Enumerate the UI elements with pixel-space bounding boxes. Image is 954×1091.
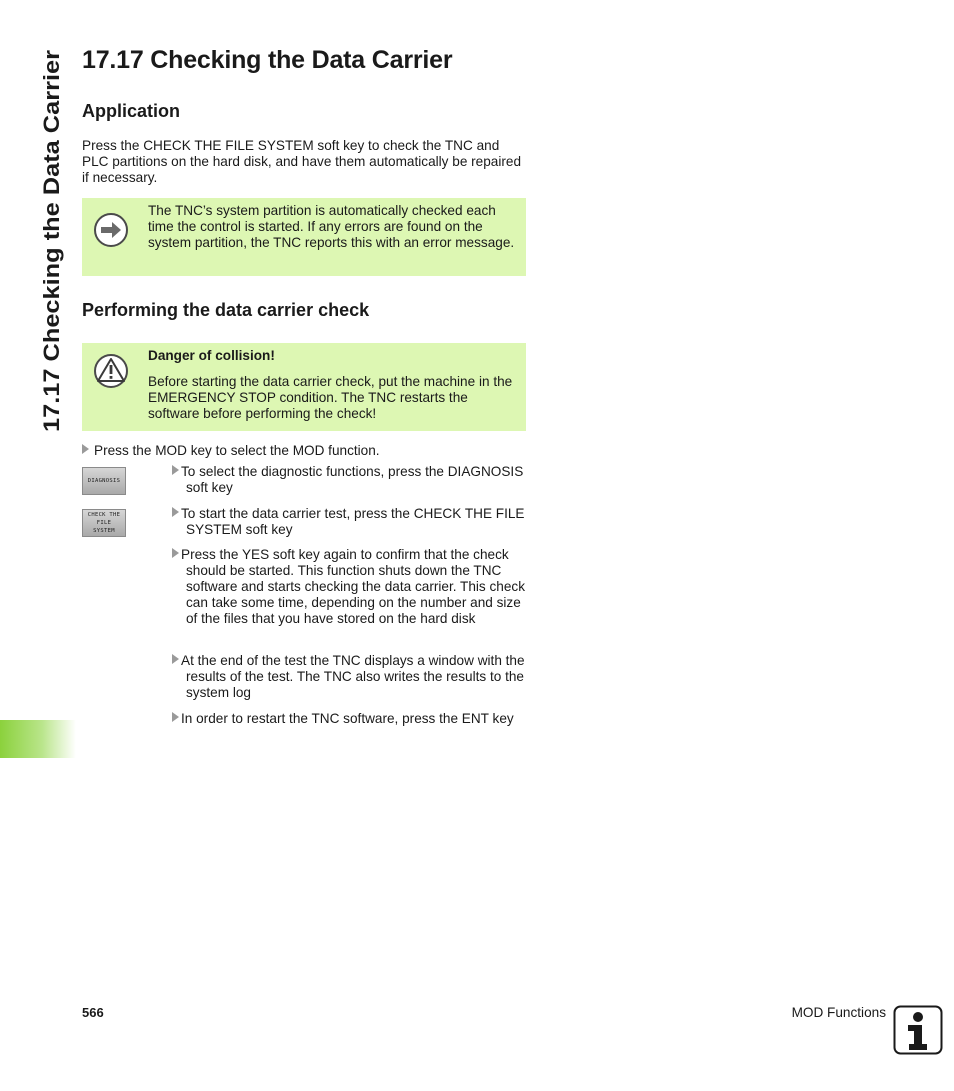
- warning-triangle-icon: [92, 352, 130, 395]
- step-bullet-icon: [172, 548, 179, 558]
- step-item: To start the data carrier test, press the CHECK THE FILE SYSTEM soft key: [172, 506, 528, 538]
- step-bullet-icon: [172, 712, 179, 722]
- check-file-system-softkey[interactable]: CHECK THE FILE SYSTEM: [82, 509, 126, 537]
- step-bullet-icon: [82, 444, 89, 454]
- step-item: In order to restart the TNC software, press the ENT key: [172, 711, 528, 727]
- side-chapter-title: [10, 40, 70, 440]
- step-bullet-icon: [172, 654, 179, 664]
- intro-step-text: Press the MOD key to select the MOD function.: [94, 443, 380, 458]
- diagnosis-softkey[interactable]: DIAGNOSIS: [82, 467, 126, 495]
- info-icon: [893, 1005, 943, 1055]
- warning-text: Before starting the data carrier check, put the machine in the EMERGENCY STOP condition. The TNC restarts the software before performing the check!: [148, 374, 513, 421]
- footer-chapter-name: MOD Functions: [791, 1005, 886, 1020]
- step-item: Press the YES soft key again to confirm that the check should be started. This function shuts down the TNC software and starts checking the data carrier. This check can take some time, depending on the number and size of the files that you have stored on the hard disk: [172, 547, 528, 627]
- step-bullet-icon: [172, 465, 179, 475]
- chapter-tab: [0, 720, 76, 758]
- step-bullet-icon: [172, 507, 179, 517]
- page-title: 17.17 Checking the Data Carrier: [82, 46, 453, 74]
- section-heading-check: Performing the data carrier check: [82, 300, 370, 320]
- arrow-right-icon: [92, 211, 130, 254]
- intro-step: [82, 443, 380, 459]
- info-note-text: The TNC’s system partition is automatically checked each time the control is started. If any errors are found on the system partition, the TNC reports this with an error message.: [148, 203, 515, 250]
- page-number: 566: [82, 1005, 104, 1020]
- warning-title: Danger of collision!: [148, 348, 275, 363]
- section-heading-application: Application: [82, 101, 180, 121]
- step-item: To select the diagnostic functions, press the DIAGNOSIS soft key: [172, 464, 528, 496]
- application-paragraph: Press the CHECK THE FILE SYSTEM soft key to check the TNC and PLC partitions on the hard disk, and have them automatically be repaired if necessary.: [82, 138, 522, 185]
- step-item: At the end of the test the TNC displays a window with the results of the test. The TNC also writes the results to the system log: [172, 653, 528, 701]
- side-chapter-title-text: 17.17 Checking the Data Carrier: [39, 93, 64, 432]
- warning-note: [82, 343, 526, 431]
- info-note: [82, 198, 526, 276]
